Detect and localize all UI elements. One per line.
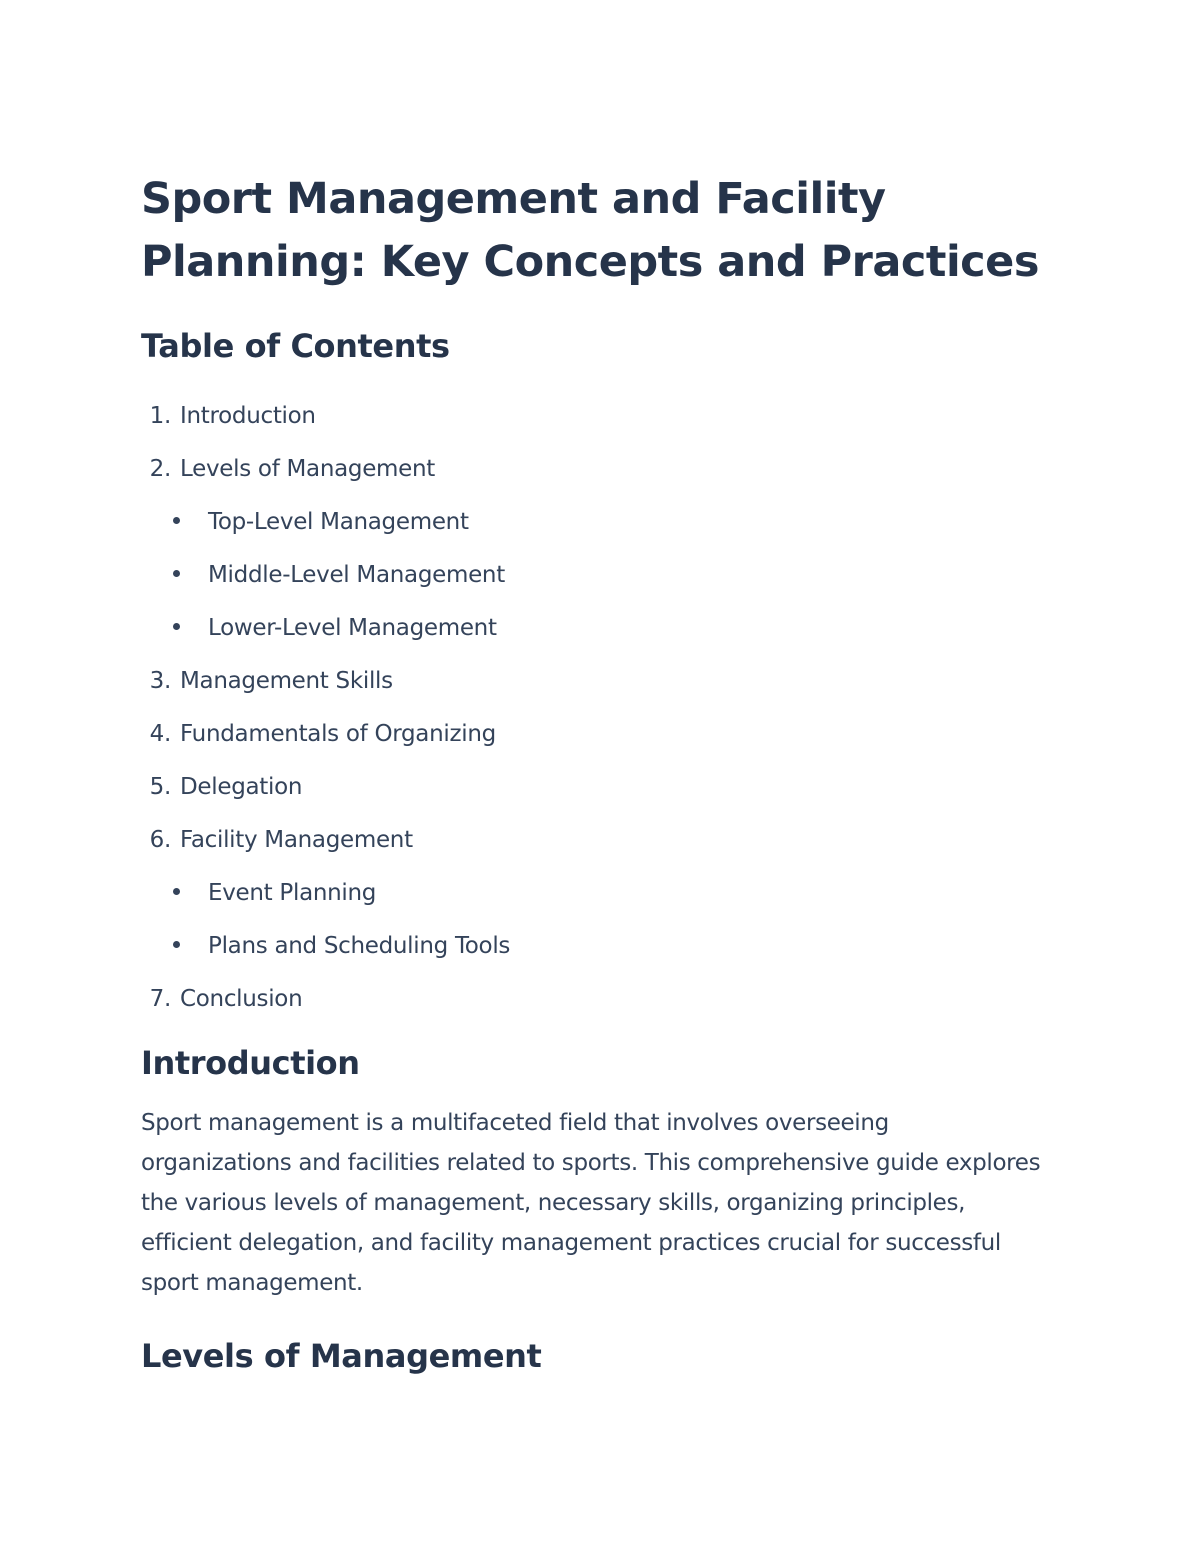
document-title: Sport Management and Facility Planning: Key Concepts and Practices [141,174,1039,287]
toc-item-delegation [141,761,1061,814]
toc-number: 6. [149,827,171,853]
toc-number: 2. [149,456,171,482]
table-of-contents [141,390,1061,1026]
bullet-icon [173,517,180,524]
introduction-paragraph: Sport management is a multifaceted field that involves overseeing organizations and facilities related to sports. This comprehensive guide explores the various levels of management, necessary skills, organizing principles, efficient delegation, and facility management practices crucial for successful sport management. [141,1110,1041,1296]
toc-label: Facility Management [180,827,413,853]
toc-number: 1. [149,403,171,429]
document-page [141,168,1061,1379]
bullet-icon [173,570,180,577]
toc-label: Event Planning [208,880,377,906]
toc-label: Conclusion [180,986,303,1012]
toc-number: 5. [149,774,171,800]
bullet-icon [173,888,180,895]
toc-label: Top-Level Management [208,509,469,535]
levels-of-management-heading: Levels of Management [141,1337,542,1375]
toc-heading: Table of Contents [141,327,450,365]
toc-item-levels-of-management [141,443,1061,496]
toc-subitem-middle-level-management [141,549,1061,602]
toc-subitem-plans-and-scheduling-tools [141,920,1061,973]
toc-number: 4. [149,721,171,747]
toc-number: 3. [149,668,171,694]
toc-label: Lower-Level Management [208,615,497,641]
toc-label: Management Skills [180,668,393,694]
toc-label: Middle-Level Management [208,562,505,588]
toc-subitem-event-planning [141,867,1061,920]
toc-label: Plans and Scheduling Tools [208,933,511,959]
toc-label: Introduction [180,403,316,429]
toc-item-facility-management [141,814,1061,867]
toc-item-conclusion [141,973,1061,1026]
toc-item-management-skills [141,655,1061,708]
toc-item-introduction [141,390,1061,443]
toc-item-fundamentals-of-organizing [141,708,1061,761]
toc-label: Fundamentals of Organizing [180,721,496,747]
toc-subitem-lower-level-management [141,602,1061,655]
toc-label: Levels of Management [180,456,436,482]
bullet-icon [173,941,180,948]
toc-number: 7. [149,986,171,1012]
toc-label: Delegation [180,774,303,800]
introduction-heading: Introduction [141,1044,360,1082]
bullet-icon [173,623,180,630]
toc-subitem-top-level-management [141,496,1061,549]
